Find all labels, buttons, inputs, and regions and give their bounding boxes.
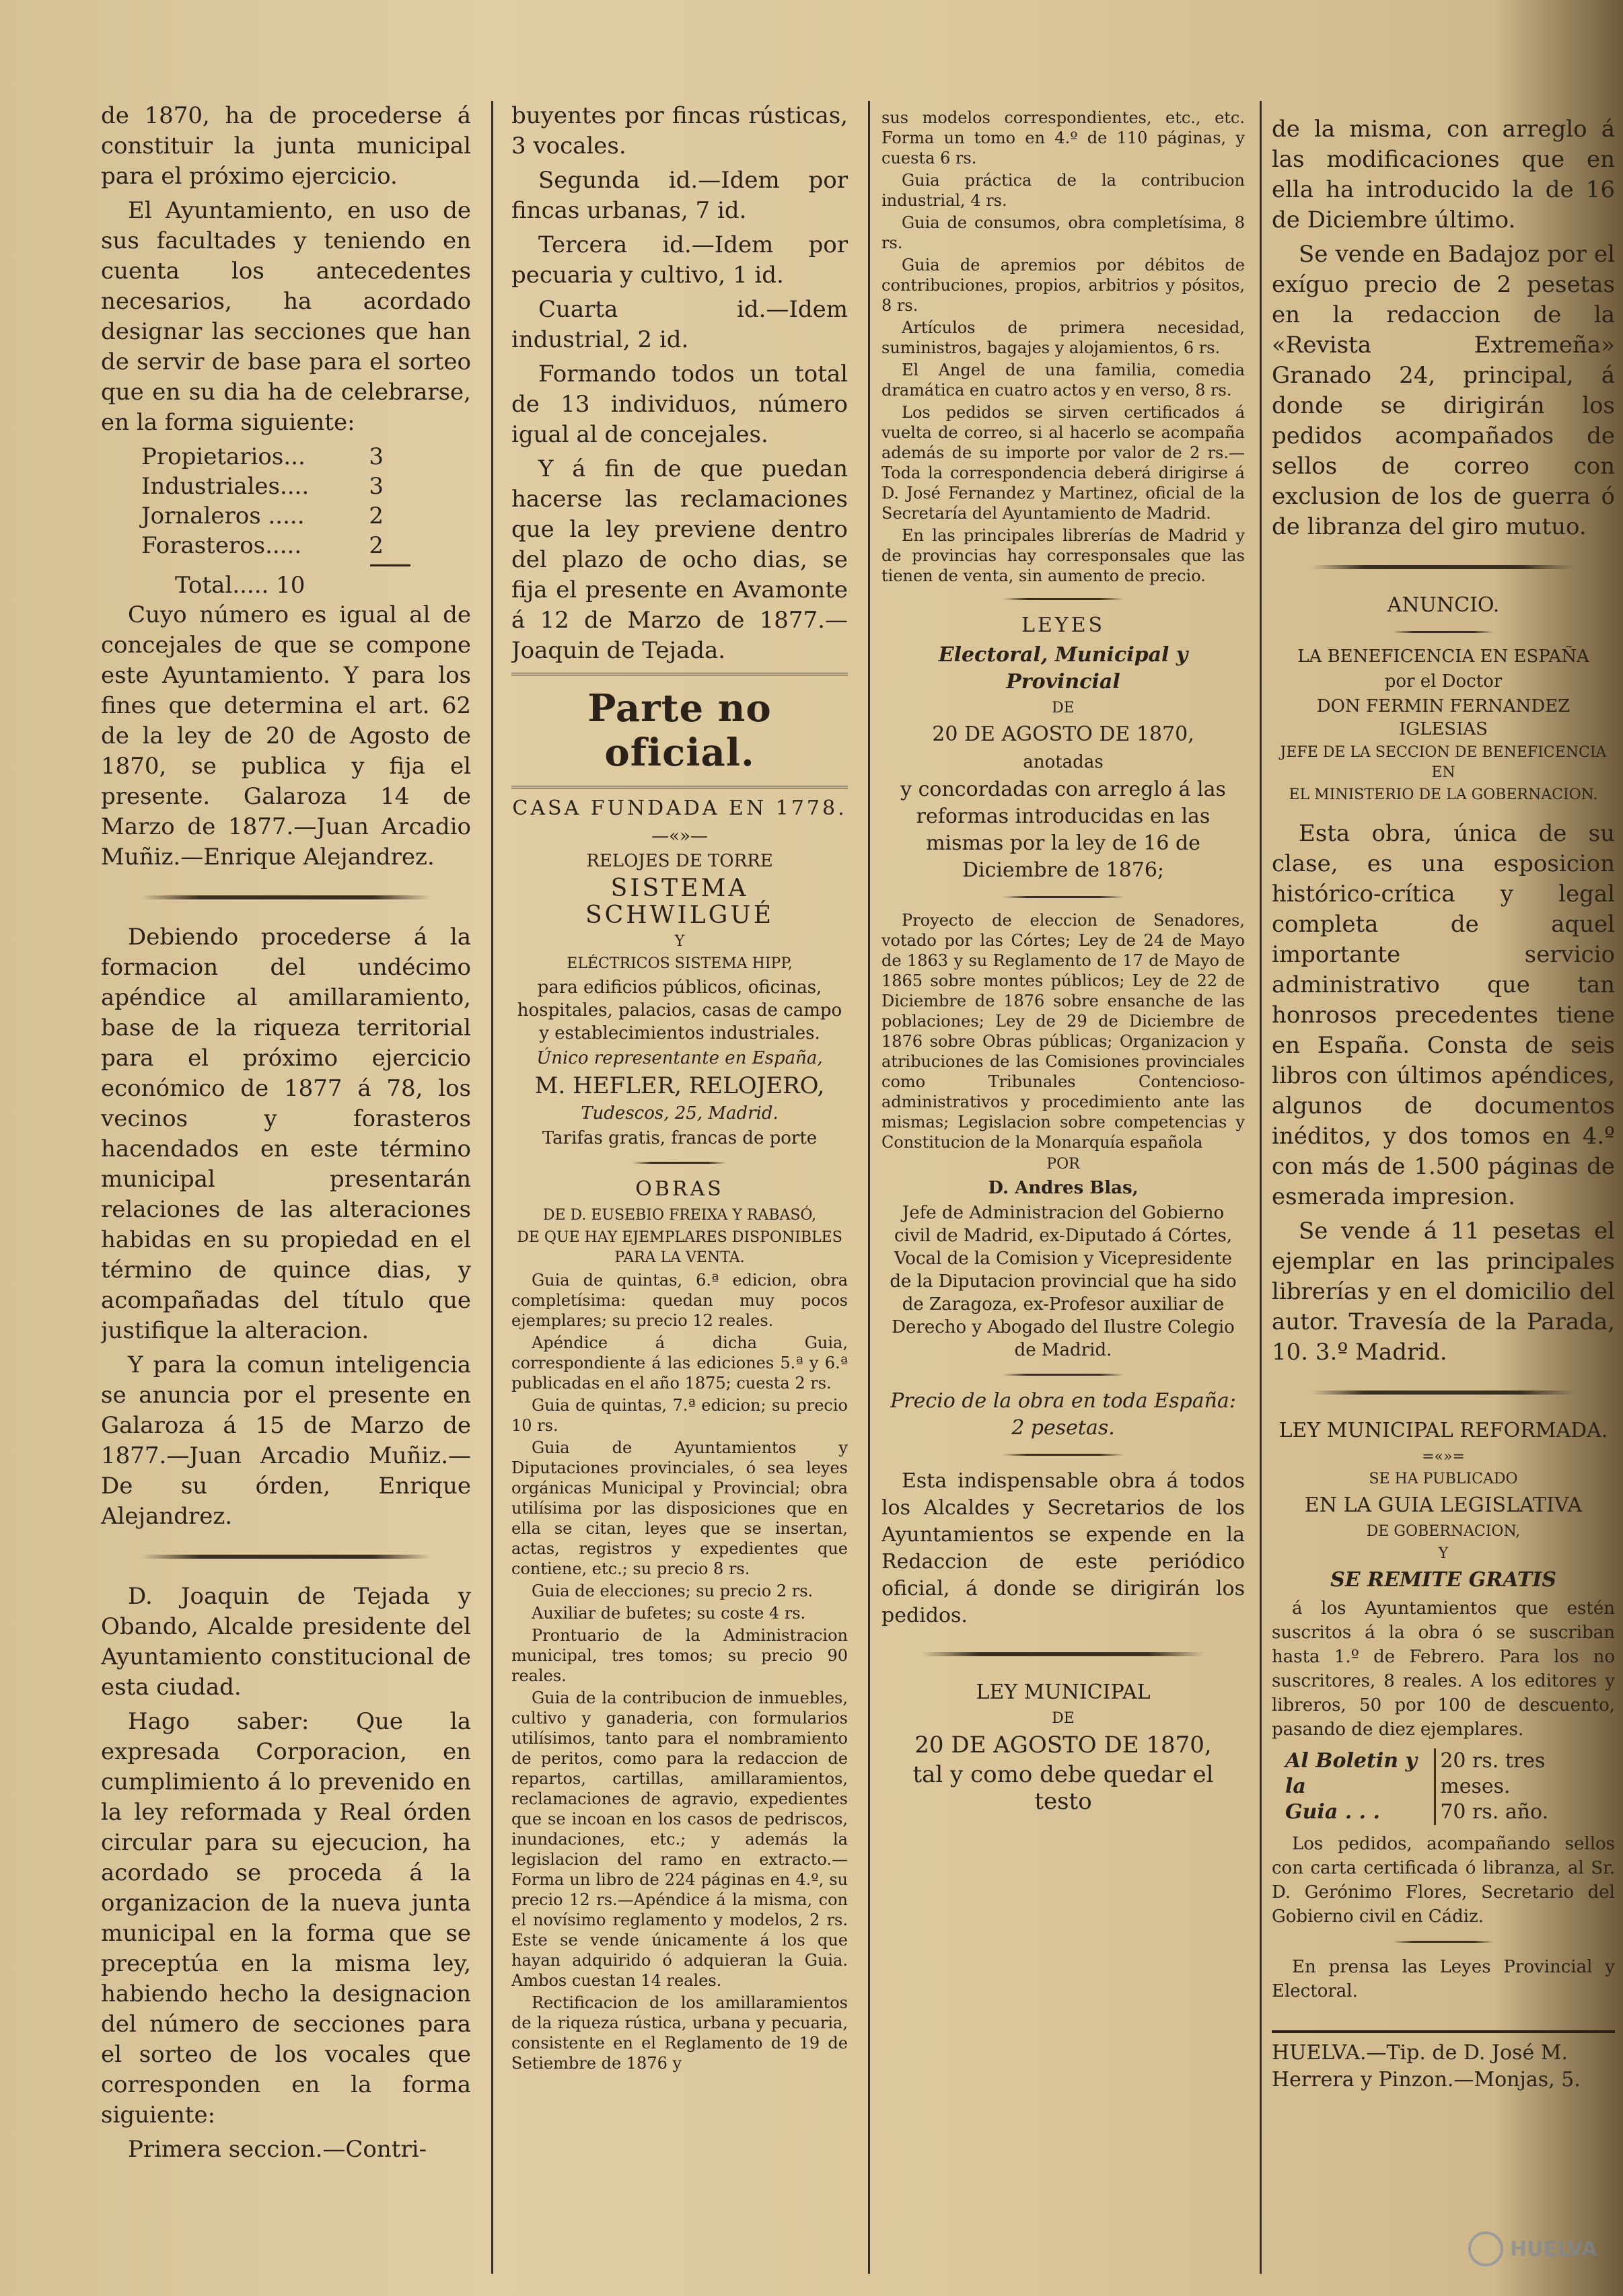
ad-line: 20 DE AGOSTO DE 1870,	[914, 1732, 1212, 1758]
divider	[1003, 896, 1124, 898]
paragraph: buyentes por fincas rústicas, 3 vocales.	[511, 102, 848, 159]
advert-obras	[511, 1176, 848, 2073]
ad-line: Y	[674, 933, 685, 950]
list-item: Guia práctica de la contribucion industrial, 4 rs.	[881, 171, 1245, 210]
list-item: Prontuario de la Administracion municipal, tres tomos; su precio 90 reales.	[511, 1626, 848, 1685]
ad-title: OBRAS	[635, 1177, 724, 1201]
divider	[1272, 2030, 1615, 2033]
divider	[1393, 631, 1494, 633]
list-item: El Angel de una familia, comedia dramática en cuatro actos y en verso, 8 rs.	[881, 361, 1245, 400]
ad-line: SE HA PUBLICADO	[1369, 1471, 1518, 1487]
ad-body: á los Ayuntamientos que estén suscritos á la obra ó se suscriban hasta 1.º de Febrero. Para los no suscritores, 8 reales. A los editores y libreros, 50 por 100 de descuento, pasando de diez ejemplares.	[1272, 1598, 1615, 1740]
ad-line: Jefe de Administracion del Gobierno civil de Madrid, ex-Diputado á Córtes, Vocal de la Comision y Vicepresidente de la Diputacion provincial que ha sido de Zaragoza, ex-Profesor auxiliar de Derecho y Abogado del Ilustre Colegio de Madrid.	[890, 1203, 1237, 1360]
paragraph: Primera seccion.—Contri-	[128, 2136, 427, 2163]
table-total: Total..... 10	[175, 572, 305, 599]
ad-line: DE	[1052, 700, 1075, 716]
advert-leyes	[881, 612, 1245, 1629]
list-item: sus modelos correspondientes, etc., etc. Forma un tomo en 4.º de 110 páginas, y cuesta 6 rs.	[881, 108, 1245, 168]
column-rule	[1260, 101, 1262, 2274]
paragraph: Cuarta id.—Idem industrial, 2 id.	[511, 296, 848, 353]
list-item: En las principales librerías de Madrid y de provincias hay corresponsales que las tienen de venta, sin aumento de precio.	[881, 526, 1245, 585]
ad-line: ELÉCTRICOS SISTEMA HIPP,	[567, 955, 793, 972]
ad-line: DE GOBERNACION,	[1366, 1523, 1521, 1540]
ad-line: por el Doctor	[1384, 671, 1503, 692]
list-item: Guia de consumos, obra completísima, 8 rs.	[881, 213, 1245, 252]
ad-body: Esta indispensable obra á todos los Alcaldes y Secretarios de los Ayuntamientos se expende en la Redaccion de este periódico oficial, á donde se dirigirán los pedidos.	[881, 1469, 1245, 1627]
paragraph: de 1870, ha de procederse á constituir la junta municipal para el próximo ejercicio.	[101, 102, 471, 190]
list-item: Guia de quintas, 7.ª edicion; su precio 10 rs.	[511, 1396, 848, 1435]
paragraph: Y á fin de que puedan hacerse las reclamaciones que la ley previene dentro del plazo de ocho dias, se fija el presente en Avamonte á 12 de Marzo de 1877.—Joaquin de Tejada.	[511, 455, 848, 664]
list-item: Artículos de primera necesidad, suministros, bagajes y alojamientos, 6 rs.	[881, 318, 1245, 357]
ad-line: D. Andres Blas,	[988, 1178, 1139, 1198]
ad-line: RELOJES DE TORRE	[586, 851, 773, 871]
divider	[1312, 1391, 1575, 1395]
list-item: Guia de quintas, 6.ª edicion, obra completísima: quedan muy pocos ejemplares; su precio 12 reales.	[511, 1271, 848, 1330]
ad-line: Electoral, Municipal y Provincial	[938, 643, 1188, 694]
list-item: Guia de la contribucion de inmuebles, cultivo y ganaderia, con formularios utilísimos, tanto para el nombramiento de peritos, como para la redaccion de repartos, cartillas, amillaramientos, reclamaciones de agravio, expedientes que se incoan en los casos de pedriscos, inundaciones, etc.; y además la legislacion del ramo en extracto.—Forma un libro de 224 páginas en 4.º, su precio 12 rs.—Apéndice á la misma, con el novísimo reglamento y modelos, 2 rs. Este se vende únicamente á los que hayan adquirido ó adquieran la Guia. Ambos cuestan 14 reales.	[511, 1689, 848, 1990]
column-1	[101, 101, 471, 2274]
table-row: Propietarios... 3	[141, 443, 384, 470]
ad-line: anotadas	[1023, 752, 1104, 772]
ad-title: LEY MUNICIPAL REFORMADA.	[1278, 1419, 1608, 1442]
list-item: Auxiliar de bufetes; su coste 4 rs.	[532, 1604, 806, 1623]
ad-line: M. HEFLER, RELOJERO,	[534, 1072, 825, 1099]
divider	[511, 673, 848, 675]
ad-line: Y	[1438, 1545, 1449, 1562]
paragraph: Esta obra, única de su clase, es una esposicion histórico-crítica y legal completa de aquel importante servicio administrativo que tan honrosos precedentes tiene en España. Consta de seis libros con últimos apéndices, algunos de documentos inéditos, y dos tomos en 4.º con más de 1.500 páginas de esmerada impresion.	[1272, 820, 1615, 1210]
advert-clocks	[511, 795, 848, 1150]
divider	[141, 1555, 431, 1559]
ad-line: DE D. EUSEBIO FREIXA Y RABASÓ,	[542, 1207, 817, 1224]
paragraph: de la misma, con arreglo á las modificaciones que en ella ha introducido la de 16 de Diciembre último.	[1272, 116, 1615, 233]
divider	[511, 786, 848, 788]
ad-line: CASA FUNDADA EN 1778.	[512, 797, 847, 820]
list-item: Guia de Ayuntamientos y Diputaciones provinciales, ó sea leyes orgánicas Municipal y Provincial; obra utilísima por las disposiciones que en ella se citan, leyes que se insertan, actas, registros y expedientes que contiene, etc.; su precio 8 rs.	[511, 1438, 848, 1578]
ad-line: y concordadas con arreglo á las reformas introducidas en las mismas por la ley de 16 de Diciembre de 1876;	[900, 778, 1226, 882]
list-item: Guia de apremios por débitos de contribuciones, propios, arbitrios y pósitos, 8 rs.	[881, 256, 1245, 315]
sections-table	[101, 442, 471, 600]
ad-line: LA BENEFICENCIA EN ESPAÑA	[1297, 646, 1589, 667]
column-2	[511, 101, 848, 2274]
stamp-logo-icon	[1468, 2231, 1503, 2266]
ad-line: DE QUE HAY EJEMPLARES DISPONIBLES PARA LA VENTA.	[517, 1229, 842, 1266]
ad-line: Tudescos, 25, Madrid.	[581, 1103, 779, 1123]
divider	[141, 895, 431, 899]
ad-line: 20 DE AGOSTO DE 1870,	[932, 723, 1194, 746]
paragraph: Se vende en Badajoz por el exíguo precio de 2 pesetas en la redaccion de la «Revista Extremeña» Granado 24, principal, á donde se dirigirán los pedidos acompañados de sellos de correo con exclusion de los de guerra ó de libranza del giro mutuo.	[1272, 241, 1615, 540]
list-item: Guia de elecciones; su precio 2 rs.	[532, 1582, 814, 1600]
divider	[370, 564, 410, 566]
ad-line: SE REMITE GRATIS	[1330, 1568, 1556, 1592]
ad-line: EL MINISTERIO DE LA GOBERNACION.	[1289, 786, 1598, 803]
divider	[1003, 1374, 1124, 1376]
paragraph: El Ayuntamiento, en uso de sus facultades y teniendo en cuenta los antecedentes necesarios, ha acordado designar las secciones que han de servir de base para el sorteo que en su dia ha de celebrarse, en la forma siguiente:	[101, 197, 471, 436]
ornament: —«»—	[651, 826, 708, 846]
column-4	[1272, 114, 1615, 2287]
divider	[1003, 598, 1124, 600]
list-item: Rectificacion de los amillaramientos de la riqueza rústica, urbana y pecuaria, consistente en el Reglamento de 19 de Setiembre de 1876 y	[511, 1993, 848, 2073]
imprint: HUELVA.—Tip. de D. José M. Herrera y Pinzon.—Monjas, 5.	[1272, 2041, 1581, 2091]
ad-line: tal y como debe quedar el testo	[912, 1761, 1214, 1815]
ad-line: SISTEMA SCHWILGUÉ	[585, 875, 774, 929]
ad-line: Único representante en España,	[536, 1048, 823, 1068]
ad-body: Los pedidos, acompañando sellos con carta certificada ó libranza, al Sr. D. Gerónimo Flores, Secretario del Gobierno civil en Cádiz.	[1272, 1834, 1615, 1927]
divider	[922, 1652, 1204, 1656]
ad-line: POR	[1046, 1156, 1080, 1173]
paragraph: Debiendo procederse á la formacion del undécimo apéndice al amillaramiento, base de la riqueza territorial para el próximo ejercicio económico de 1877 á 78, los vecinos y forasteros hacendados en este término municipal presentarán relaciones de las alteraciones habidas en su propiedad en el término de quince dias, y acompañadas del título que justifique la alteracion.	[101, 924, 471, 1344]
ad-body: Proyecto de eleccion de Senadores, votado por las Córtes; Ley de 24 de Mayo de 1863 y su Reglamento de 17 de Mayo de 1865 sobre montes públicos; Ley de 22 de Diciembre de 1876 sobre ensanche de las poblaciones; Ley de 29 de Diciembre de 1876 sobre Obras públicas; Organizacion y atribuciones de las Comisiones provinciales como Tribunales Contencioso-administrativos y procedimiento ante las mismas; Legislacion sobre competencias y Constitucion de la Monarquía española	[881, 911, 1245, 1152]
ad-line: Tarifas gratis, francas de porte	[542, 1128, 818, 1148]
paragraph: Formando todos un total de 13 individuos, número igual al de concejales.	[511, 361, 848, 448]
paragraph: Cuyo número es igual al de concejales de que se compone este Ayuntamiento. Y para los fines que determina el art. 62 de la ley de 20 de Agosto de 1870, se publica y fija el presente. Galaroza 14 de Marzo de 1877.—Juan Arcadio Muñiz.—Enrique Alejandrez.	[101, 601, 471, 871]
table-row: Jornaleros ..... 2	[141, 503, 384, 529]
ad-line: DE	[1052, 1710, 1075, 1727]
column-rule	[491, 101, 493, 2274]
ad-line: EN LA GUIA LEGISLATIVA	[1304, 1493, 1583, 1517]
paragraph: D. Joaquin de Tejada y Obando, Alcalde presidente del Ayuntamiento constitucional de esta ciudad.	[101, 1583, 471, 1701]
ad-title: LEYES	[1021, 614, 1106, 637]
table-row: Forasteros..... 2	[141, 532, 384, 559]
ad-line: Precio de la obra en toda España: 2 pesetas.	[890, 1389, 1236, 1440]
table-row: Industriales.... 3	[141, 473, 384, 500]
ad-line: para edificios públicos, oficinas, hospitales, palacios, casas de campo y establecimientos industriales.	[517, 977, 842, 1043]
library-stamp: HUELVA	[1468, 2229, 1603, 2269]
list-item: Apéndice á dicha Guia, correspondiente á las ediciones 5.ª y 6.ª publicadas en el año 1875; cuesta 2 rs.	[511, 1333, 848, 1393]
paragraph: Hago saber: Que la expresada Corporacion, en cumplimiento á lo prevenido en la ley reformada y Real órden circular para su ejecucion, ha acordado se proceda á la organizacion de la nueva junta municipal en la forma que se preceptúa en la misma ley, habiendo hecho la designacion del número de secciones para el sorteo de los vocales que corresponden en la forma siguiente:	[101, 1708, 471, 2128]
paragraph: Tercera id.—Idem por pecuaria y cultivo, 1 id.	[511, 231, 848, 289]
divider	[1393, 1941, 1494, 1943]
ad-line: DON FERMIN FERNANDEZ IGLESIAS	[1316, 696, 1571, 739]
ad-body: En prensa las Leyes Provincial y Electoral.	[1272, 1957, 1615, 2001]
ornament: =«»=	[1422, 1448, 1465, 1465]
ad-title: ANUNCIO.	[1387, 593, 1500, 617]
ad-line: JEFE DE LA SECCION DE BENEFICENCIA EN	[1280, 744, 1607, 781]
ad-title: LEY MUNICIPAL	[976, 1680, 1151, 1704]
divider	[633, 1162, 727, 1164]
section-header: Parte no oficial.	[587, 686, 772, 775]
paragraph: Segunda id.—Idem por fincas urbanas, 7 id.	[511, 167, 848, 224]
list-item: Los pedidos se sirven certificados á vuelta de correo, si al hacerlo se acompaña además de su importe por valor de 2 rs.—Toda la correspondencia deberá dirigirse á D. José Fernandez y Martinez, oficial de la Secretaría del Ayuntamiento de Madrid.	[881, 403, 1245, 523]
price-table: Al Boletin y la Guia . . . 20 rs. tres meses. 70 rs. año.	[1285, 1748, 1615, 1825]
divider	[1003, 1454, 1124, 1456]
divider	[1312, 565, 1575, 569]
column-rule	[868, 101, 870, 2274]
column-3	[881, 108, 1245, 2281]
paragraph: Se vende á 11 pesetas el ejemplar en las principales librerías y en el domicilio del autor. Travesía de la Parada, 10. 3.º Madrid.	[1272, 1218, 1615, 1366]
paragraph: Y para la comun inteligencia se anuncia por el presente en Galaroza á 15 de Marzo de 1877.—Juan Arcadio Muñiz.—De su órden, Enrique Alejandrez.	[101, 1351, 471, 1530]
